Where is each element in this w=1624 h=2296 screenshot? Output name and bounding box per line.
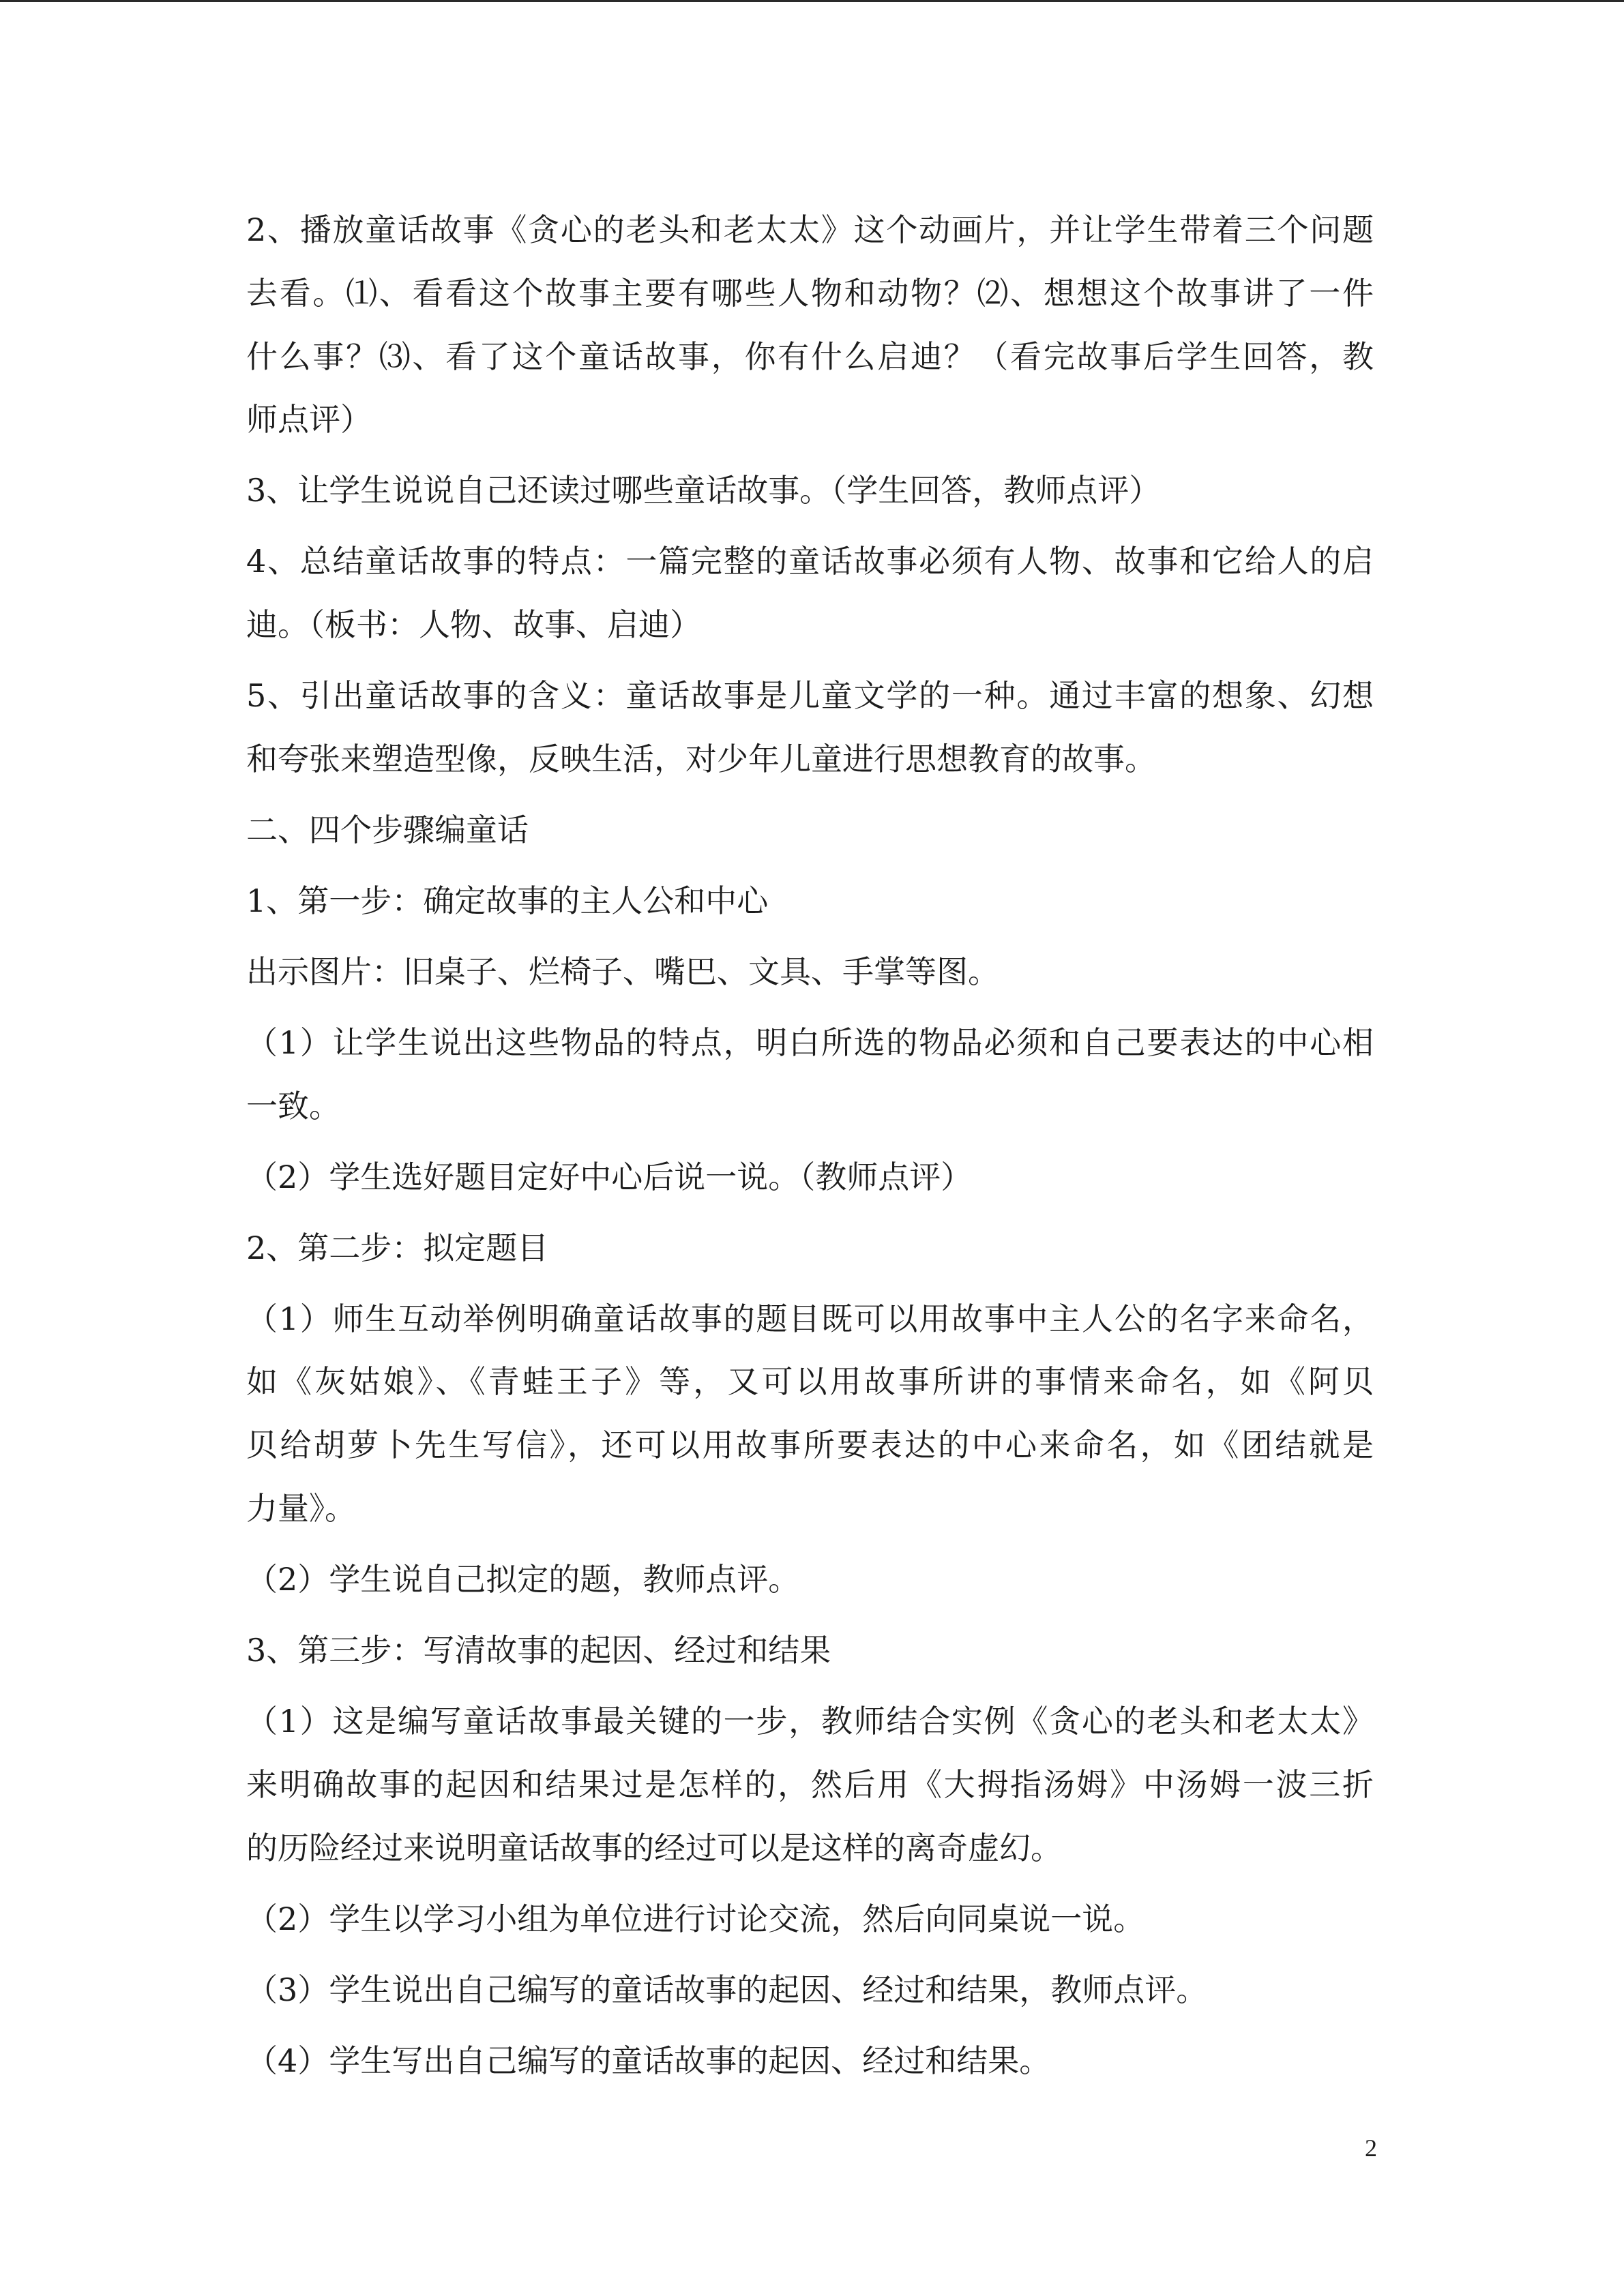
- text-line: 一致。: [246, 1087, 340, 1124]
- text-line: 贝给胡萝卜先生写信》，还可以用故事所要表达的中心来命名，如《团结就是: [246, 1427, 1374, 1464]
- paragraph-item-1: [246, 1011, 1374, 1138]
- paragraph-item-4: [246, 2029, 1374, 2093]
- step-heading-text: 1、第一步：确定故事的主人公和中心: [246, 882, 769, 919]
- step-heading-text: 2、第二步：拟定题目: [246, 1229, 549, 1266]
- step-heading-3: [246, 1619, 1374, 1682]
- text-line: 4、总结童话故事的特点：一篇完整的童话故事必须有人物、故事和它给人的启: [246, 543, 1374, 580]
- section-heading: [246, 799, 1374, 862]
- text-line: 如《灰姑娘》、《青蛙王子》等，又可以用故事所讲的事情来命名，如《阿贝: [246, 1363, 1374, 1401]
- paragraph-step-4-features: [246, 530, 1374, 657]
- text-line: 去看。⑴、看看这个故事主要有哪些人物和动物？⑵、想想这个故事讲了一件: [246, 274, 1374, 312]
- paragraph-step-2-play-story: [246, 198, 1374, 451]
- text-line: 5、引出童话故事的含义：童话故事是儿童文学的一种。通过丰富的想象、幻想: [246, 677, 1374, 715]
- paragraph-step-5-meaning: [246, 664, 1374, 791]
- text-line: 力量》。: [246, 1490, 356, 1527]
- text-line: 师点评）: [246, 401, 372, 438]
- text-line: 什么事？⑶、看了这个童话故事，你有什么启迪？（看完故事后学生回答，教: [246, 338, 1374, 375]
- text-line: 的历险经过来说明童话故事的经过可以是这样的离奇虚幻。: [246, 1829, 1062, 1866]
- step-heading-1: [246, 869, 1374, 933]
- text-line: （2）学生说自己拟定的题，教师点评。: [246, 1561, 800, 1598]
- text-line: （4）学生写出自己编写的童话故事的起因、经过和结果。: [246, 2042, 1051, 2079]
- text-line: （1）让学生说出这些物品的特点，明白所选的物品必须和自己要表达的中心相: [246, 1024, 1374, 1061]
- text-line: 2、播放童话故事《贪心的老头和老太太》这个动画片，并让学生带着三个问题: [246, 211, 1374, 248]
- paragraph-item-2: [246, 1888, 1374, 1951]
- step-heading-text: 3、第三步：写清故事的起因、经过和结果: [246, 1631, 831, 1669]
- text-line: （2）学生选好题目定好中心后说一说。（教师点评）: [246, 1158, 973, 1195]
- paragraph-show-pictures: [246, 940, 1374, 1004]
- section-heading-text: 二、四个步骤编童话: [246, 811, 529, 848]
- text-line: （1）师生互动举例明确童话故事的题目既可以用故事中主人公的名字来命名，: [246, 1300, 1374, 1337]
- step-heading-2: [246, 1217, 1374, 1280]
- text-line: （3）学生说出自己编写的童话故事的起因、经过和结果，教师点评。: [246, 1971, 1208, 2008]
- text-line: 迪。（板书：人物、故事、启迪）: [246, 606, 701, 644]
- paragraph-item-1: [246, 1690, 1374, 1879]
- text-line: 和夸张来塑造型像，反映生活，对少年儿童进行思想教育的故事。: [246, 740, 1156, 777]
- paragraph-step-3-other-stories: [246, 459, 1374, 522]
- page-number: 2: [1365, 2134, 1377, 2162]
- paragraph-item-3: [246, 1958, 1374, 2022]
- paragraph-item-1: [246, 1287, 1374, 1540]
- text-line: （1）这是编写童话故事最关键的一步，教师结合实例《贪心的老头和老太太》: [246, 1702, 1374, 1740]
- paragraph-item-2: [246, 1548, 1374, 1611]
- text-line: 3、让学生说说自己还读过哪些童话故事。（学生回答，教师点评）: [246, 472, 1161, 509]
- paragraph-item-2: [246, 1146, 1374, 1209]
- page-top-edge: [0, 0, 1624, 2]
- text-line: （2）学生以学习小组为单位进行讨论交流，然后向同桌说一说。: [246, 1900, 1145, 1937]
- text-line: 来明确故事的起因和结果过是怎样的，然后用《大拇指汤姆》中汤姆一波三折: [246, 1765, 1374, 1803]
- text-line: 出示图片：旧桌子、烂椅子、嘴巴、文具、手掌等图。: [246, 953, 999, 990]
- document-body: [246, 198, 1374, 2100]
